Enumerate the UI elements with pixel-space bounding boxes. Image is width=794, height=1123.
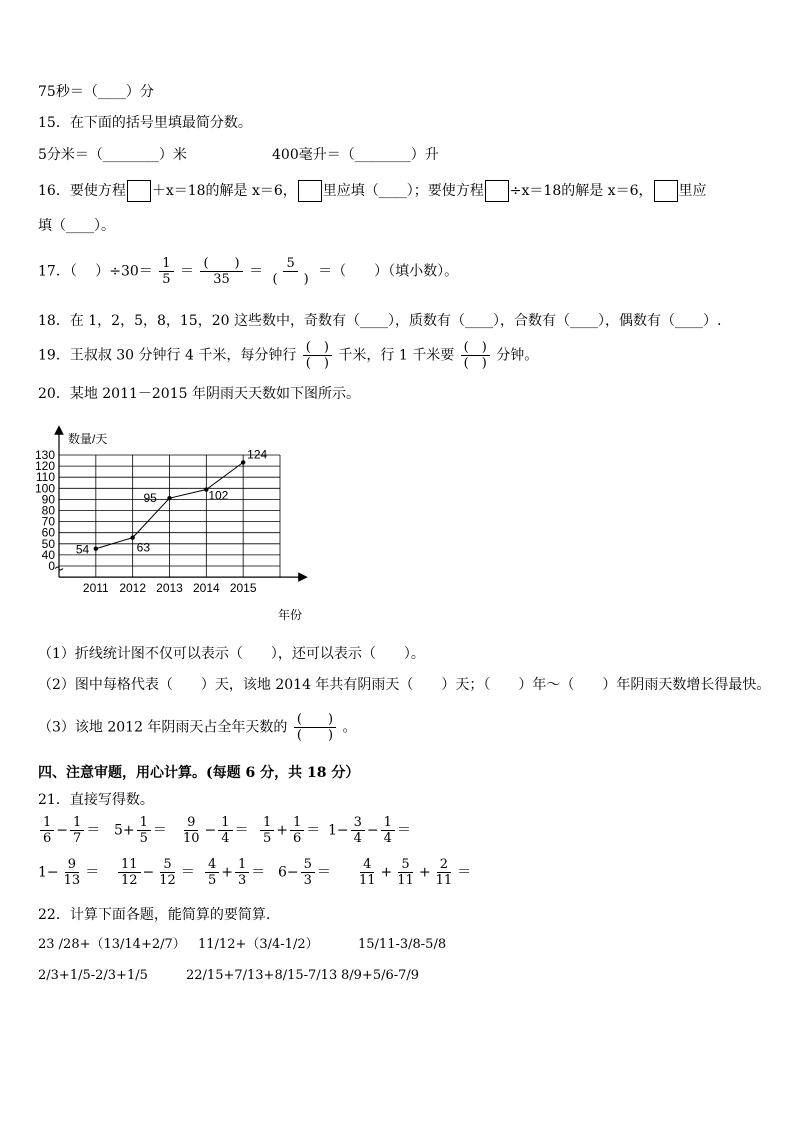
fraction: $\frac{1}{3}$	[235, 857, 249, 888]
x-axis-label: 年份	[278, 608, 303, 622]
q19	[38, 340, 538, 371]
operator: −	[204, 822, 217, 839]
operator: ＝	[306, 822, 321, 839]
fraction: $\frac{5}{3}$	[301, 857, 315, 888]
operator: ＝	[180, 864, 195, 881]
operator: ＝	[396, 822, 411, 839]
operator: −	[56, 822, 69, 839]
q20-s3-text: （3）该地 2012 年阴雨天占全年天数的	[38, 719, 288, 736]
q16-text-3: 里应填（____）；要使方程	[322, 183, 484, 199]
y-tick-label: 110	[35, 470, 55, 485]
data-point	[130, 535, 134, 539]
x-tick-label: 2013	[156, 581, 183, 596]
fraction: $\frac{1}{4}$	[218, 815, 232, 846]
y-tick-label: 80	[41, 503, 55, 518]
operator: 1−	[38, 864, 59, 881]
q22-problem: 23 /28+（13/14+2/7）	[38, 937, 186, 952]
q16-text-5: 里应	[678, 183, 707, 199]
y-tick-label: 90	[41, 492, 55, 507]
q17	[38, 256, 458, 287]
q19-text-1: 19．王叔叔 30 分钟行 4 千米，每分钟行	[38, 347, 297, 364]
chart-grid	[59, 455, 280, 577]
fraction: $\frac{2}{11}$	[435, 857, 453, 888]
calc-problem	[258, 815, 320, 846]
fraction: $\frac{9}{10}$	[183, 815, 200, 846]
answer-box-3[interactable]	[485, 180, 509, 202]
calc-problem	[114, 815, 167, 846]
fraction: $\frac{1}{5}$	[260, 815, 274, 846]
equals-sign: ＝	[249, 263, 264, 280]
operator: +	[418, 864, 431, 881]
data-point	[94, 547, 98, 551]
q17-fraction-2: $\frac{( )}{35}$	[200, 256, 242, 287]
y-tick-label: 50	[41, 536, 55, 551]
fraction: $\frac{11}{12}$	[118, 857, 141, 888]
calc-problem	[178, 815, 249, 846]
calc-problem	[203, 857, 265, 888]
q16-text-2: ＋x＝18的解是 x＝6，	[151, 183, 297, 199]
data-label: 63	[136, 540, 151, 555]
operator: ＝	[457, 864, 472, 881]
q22-problem: 8/9+5/6-7/9	[341, 968, 420, 983]
operator: −	[142, 864, 155, 881]
operator: +	[221, 864, 234, 881]
x-tick-label: 2012	[119, 581, 147, 596]
operator: 5+	[114, 822, 135, 839]
x-tick-label: 2015	[229, 581, 257, 596]
operator: +	[380, 864, 393, 881]
q22-problem: 15/11-3/8-5/8	[358, 937, 447, 952]
calc-problem	[38, 815, 100, 846]
q20-s3-fraction: $\frac{( )}{( )}$	[294, 712, 336, 743]
x-tick-labels	[83, 581, 257, 595]
q22-problem: 2/3+1/5-2/3+1/5	[38, 968, 148, 983]
y-tick-label: 0	[48, 559, 55, 573]
q22-problem: 22/15+7/13+8/15-7/13	[186, 968, 338, 983]
equals-sign: ＝	[180, 263, 194, 280]
operator: ＝	[234, 822, 249, 839]
q15-title: 15．在下面的括号里填最简分数。	[38, 115, 252, 131]
q18: 18．在 1，2，5，8，15，20 这些数中，奇数有（____），质数有（____），合数有（____），偶数有（____）.	[38, 313, 722, 329]
q19-text-3: 分钟。	[496, 347, 539, 364]
q19-text-2: 千米，行 1 千米要	[338, 347, 455, 364]
y-tick-label: 40	[41, 547, 55, 562]
fraction: $\frac{3}{4}$	[351, 815, 365, 846]
calc-problem	[328, 815, 411, 846]
q20-s3-end: 。	[342, 719, 357, 736]
q20-s1: （1）折线统计图不仅可以表示（ ），还可以表示（ ）。	[38, 646, 425, 662]
q15-b: 400毫升＝（________）升	[272, 147, 439, 163]
y-axis-label: 数量/天	[68, 432, 108, 446]
q22-row-2	[38, 966, 419, 986]
fraction: $\frac{5}{12}$	[159, 857, 176, 888]
q19-fraction-1: $\frac{( )}{( )}$	[303, 340, 332, 371]
data-point	[167, 496, 171, 500]
q21-title: 21．直接写得数。	[38, 792, 154, 808]
section-4-title: 四、注意审题，用心计算。(每题 6 分，共 18 分）	[38, 765, 360, 781]
fraction: $\frac{1}{7}$	[70, 815, 84, 846]
axis-break	[55, 567, 63, 570]
operator: ＝	[316, 864, 331, 881]
data-label: 54	[75, 542, 90, 557]
q22-problem: 11/12+（3/4-1/2）	[198, 937, 319, 952]
q22-row-1	[38, 935, 446, 955]
operator: 6−	[278, 864, 299, 881]
fraction: $\frac{4}{11}$	[359, 857, 376, 888]
data-point	[241, 460, 245, 464]
y-tick-labels	[35, 448, 55, 573]
data-label: 95	[143, 491, 157, 506]
operator: ＝	[85, 864, 100, 881]
y-tick-label: 130	[34, 448, 55, 462]
q22-title: 22．计算下面各题，能简算的要简算.	[38, 907, 271, 923]
answer-box-2[interactable]	[298, 180, 322, 202]
q19-fraction-2: $\frac{( )}{( )}$	[461, 340, 490, 371]
y-tick-label: 100	[34, 481, 55, 496]
data-label: 102	[208, 488, 229, 503]
fraction: $\frac{1}{6}$	[40, 815, 54, 846]
answer-box-4[interactable]	[654, 180, 678, 202]
data-label: 124	[247, 447, 268, 462]
q20-s3	[38, 712, 357, 743]
operator: 1−	[328, 822, 349, 839]
fraction: $\frac{1}{5}$	[137, 815, 151, 846]
fraction: $\frac{1}{6}$	[290, 815, 304, 846]
x-tick-label: 2011	[82, 581, 109, 596]
fraction: $\frac{5}{11}$	[397, 857, 414, 888]
operator: ＝	[152, 822, 167, 839]
q17-text-2: ＝（ ）（填小数）。	[318, 263, 459, 280]
calc-problem	[278, 857, 331, 888]
y-tick-label: 70	[41, 514, 55, 529]
q17-fraction-1: $\frac{1}{5}$	[159, 256, 173, 287]
series-line	[76, 447, 268, 556]
calc-problem	[354, 857, 471, 888]
fraction: $\frac{9}{13}$	[63, 857, 81, 888]
x-tick-label: 2014	[192, 581, 220, 596]
y-tick-label: 120	[34, 459, 55, 474]
q20-title: 20．某地 2011－2015 年阴雨天天数如下图所示。	[38, 386, 360, 402]
q17-fraction-3: $\frac{5}{( )}$	[272, 256, 309, 287]
operator: −	[366, 822, 379, 839]
operator: ＝	[251, 864, 266, 881]
q16-line1	[38, 180, 707, 202]
answer-box-1[interactable]	[127, 180, 151, 202]
q16-text-4: ÷x＝18的解是 x＝6，	[509, 183, 653, 199]
calc-problem	[116, 857, 195, 888]
y-tick-label: 60	[41, 525, 55, 540]
fraction: $\frac{4}{5}$	[205, 857, 219, 888]
q15-a: 5分米＝（________）米	[38, 147, 187, 163]
q16-line2: 填（____）。	[38, 218, 115, 234]
line-chart	[25, 422, 315, 637]
q20-s2: （2）图中每格代表（ ）天，该地 2014 年共有阴雨天（ ）天；（ ）年～（ ）年阴雨天数增长得最快。	[38, 677, 771, 693]
calc-problem	[38, 857, 99, 888]
q14-tail: 75秒＝（____）分	[38, 84, 154, 100]
operator: ＝	[86, 822, 101, 839]
q17-text-1: 17．（ ）÷30＝	[38, 263, 153, 280]
q16-text-1: 16．要使方程	[38, 183, 126, 199]
fraction: $\frac{1}{4}$	[381, 815, 395, 846]
operator: +	[276, 822, 289, 839]
